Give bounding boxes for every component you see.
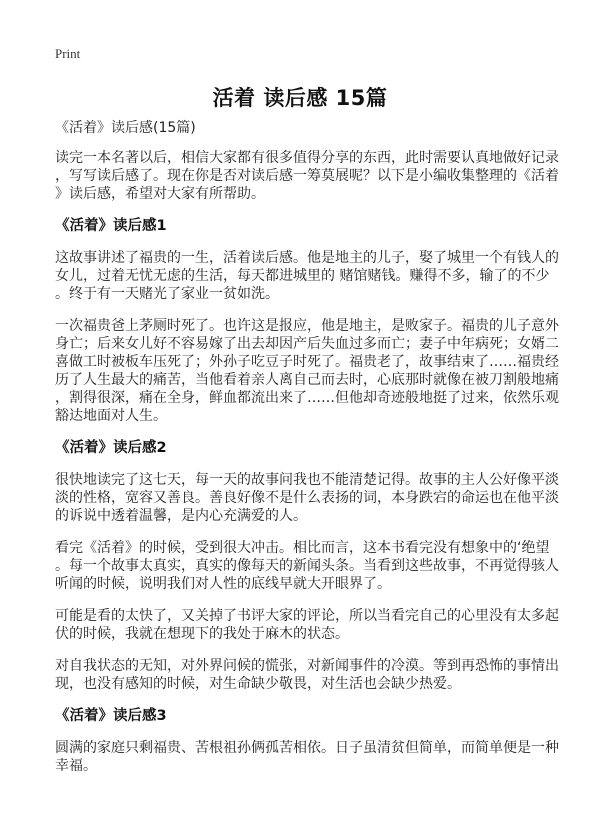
- paragraph-line: 豁达地面对人生。: [55, 408, 167, 424]
- paragraph-line: 女儿，过着无忧无虑的生活，每天都进城里的 赌馆赌钱。赚得不多，输了的不少: [55, 268, 550, 284]
- paragraph-line: 现，也没有感知的时候，对生命缺少敬畏，对生活也会缺少热爱。: [55, 676, 461, 692]
- paragraph-line: 的诉说中透着温馨，是内心充满爱的人。: [55, 508, 307, 524]
- paragraph-line: 很快地读完了这七天，每一天的故事问我也不能清楚记得。故事的主人公好像平淡: [55, 472, 559, 488]
- paragraph-line: 一次福贵爸上茅厕时死了。也许这是报应，他是地主，是败家子。福贵的儿子意外: [55, 318, 559, 334]
- paragraph-line: 看完《活着》的时候，受到很大冲击。相比而言，这本书看完没有想象中的‘绝望: [55, 540, 550, 556]
- paragraph-line: 。终于有一天赌光了家业一贫如洗。: [55, 286, 279, 302]
- section-heading: 《活着》读后感1: [55, 218, 167, 234]
- paragraph: [55, 249, 559, 303]
- paragraph: [55, 471, 559, 525]
- paragraph-line: 。每一个故事太真实，真实的像每天的新闻头条。当看到这些故事，不再觉得骇人: [55, 558, 559, 574]
- paragraph-line: 幸福。: [55, 758, 97, 774]
- paragraph-line: 圆满的家庭只剩福贵、苦根祖孙俩孤苦相依。日子虽清贫但简单，而简单便是一种: [55, 740, 559, 756]
- paragraph: [55, 657, 559, 693]
- paragraph: [55, 149, 559, 203]
- paragraph-line: 喜做工时被板车压死了；外孙子吃豆子时死了。福贵老了，故事结束了……福贵经: [55, 354, 559, 370]
- paragraph-line: 历了人生最大的痛苦，当他看着亲人离自己而去时，心底那时就像在被刀割般地痛: [55, 372, 559, 388]
- article-body: [55, 119, 559, 789]
- paragraph-line: 听闻的时候，说明我们对人性的底线早就大开眼界了。: [55, 576, 391, 592]
- paragraph-line: 伏的时候，我就在想现下的我处于麻木的状态。: [55, 626, 349, 642]
- page-title: 活着 读后感 15篇: [212, 86, 388, 110]
- section-heading: 《活着》读后感3: [55, 708, 167, 724]
- paragraph-line: ，写写读后感了。现在你是否对读后感一筹莫展呢？以下是小编收集整理的《活着: [55, 168, 559, 184]
- article-blocks: [55, 149, 559, 775]
- paragraph: [55, 739, 559, 775]
- paragraph: [55, 539, 559, 593]
- paragraph-line: 淡的性格，宽容又善良。善良好像不是什么表扬的词，本身跌宕的命运也在他平淡: [55, 490, 559, 506]
- paragraph-line: 》读后感，希望对大家有所帮助。: [55, 186, 265, 202]
- paragraph-line: 身亡；后来女儿好不容易嫁了出去却因产后失血过多而亡；妻子中年病死；女婿二: [55, 336, 559, 352]
- paragraph-line: ，割得很深，痛在全身，鲜血都流出来了……但他却奇迹般地挺了过来，依然乐观: [55, 390, 559, 406]
- paragraph: [55, 607, 559, 643]
- print-link[interactable]: Print: [55, 46, 81, 61]
- paragraph-line: 可能是看的太快了，又关掉了书评大家的评论，所以当看完自己的心里没有太多起: [55, 608, 559, 624]
- section-heading: 《活着》读后感2: [55, 440, 167, 456]
- paragraph-line: 这故事讲述了福贵的一生，活着读后感。他是地主的儿子，娶了城里一个有钱人的: [55, 250, 559, 266]
- paragraph-line: 对自我状态的无知，对外界问候的慌张，对新闻事件的冷漠。等到再恐怖的事情出: [55, 658, 559, 674]
- paragraph: [55, 317, 559, 425]
- article-subtitle: 《活着》读后感(15篇): [55, 120, 196, 136]
- paragraph-line: 读完一本名著以后，相信大家都有很多值得分享的东西，此时需要认真地做好记录: [55, 150, 559, 166]
